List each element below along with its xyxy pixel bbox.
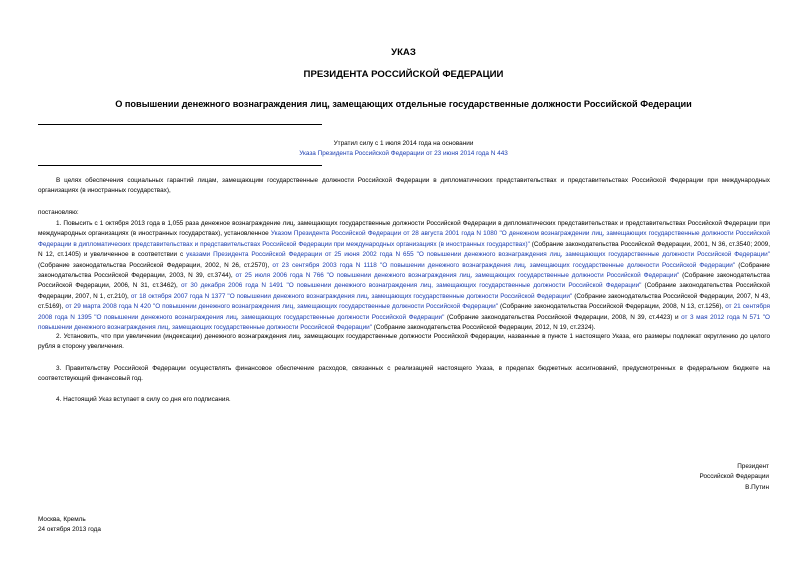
paragraph-1 (38, 219, 770, 333)
p1-text-3: (Собрание законодательства Российской Федерации, 2002, N 26, ст.2570), (38, 261, 273, 269)
p1-text-10: (Собрание законодательства Российской Федерации, 2012, N 19, ст.2324). (372, 324, 596, 332)
p1-text-5: (Собрание законодательства Российской Федерации, 2006, N 31, ст.3462), (38, 272, 770, 290)
p1-text-1: 1. Повысить с 1 октября 2013 года в 1,055 раза денежное вознаграждение лиц, замещающих государственные должности Российской Федерации в дипломатических представительствах и представительствах Российской Федерации при международных организациях (в иностранных государствах), установленное (38, 220, 770, 238)
paragraph-2: 2. Установить, что при увеличении (индексации) денежного вознаграждения лиц, замещающих государственные должности Российской Федерации, названные в пункте 1 настоящего Указа, его размеры подлежат округлению до целого рубля в сторону увеличения. (38, 333, 770, 351)
preamble-paragraph: В целях обеспечения социальных гарантий лицам, замещающим государственные должности Российской Федерации в дипломатических представительствах и представительствах Российской Федерации при международных организациях (в иностранных государствах), (38, 177, 770, 195)
resolve-line: постановляю: (38, 209, 79, 216)
signature-country: Российской Федерации (699, 473, 769, 481)
paragraph-4: 4. Настоящий Указ вступает в силу со дня его подписания. (56, 396, 231, 403)
signature-name: В.Путин (745, 483, 769, 491)
signature-block (700, 462, 770, 493)
p1-link-4[interactable]: от 25 июля 2006 года N 766 "О повышении денежного вознаграждения лиц, замещающих государственные должности Российской Федерации" (235, 272, 680, 280)
p1-link-8[interactable]: от 21 сентября 2008 года N 1395 "О повышении денежного вознаграждения лиц, замещающих государственные должности Российской Федерации" (38, 303, 770, 321)
p1-link-5[interactable]: от 30 декабря 2006 года N 1491 "О повышении денежного вознаграждения лиц, замещающих государственные должности Российской Федерации" (180, 282, 642, 290)
p1-link-9[interactable]: от 3 мая 2012 года N 571 "О повышении денежного вознаграждения лиц, замещающих государственные должности Российской Федерации" (38, 313, 770, 332)
place-date-block (38, 515, 101, 536)
paragraph-3: 3. Правительству Российской Федерации осуществлять финансовое обеспечение расходов, связанных с реализацией настоящего Указа, в пределах бюджетных ассигнований, предусмотренных в федеральном бюджете на соответствующий финансовый год. (38, 365, 770, 383)
p1-link-2[interactable]: указами Президента Российской Федерации от 25 июня 2002 года N 655 "О повышении денежного вознаграждения лиц, замещающих государственные должности Российской Федерации" (186, 251, 770, 259)
divider-bottom (38, 165, 322, 166)
signature-title: Президент (737, 463, 769, 470)
status-note: Утратил силу с 1 июля 2014 года на основании (333, 140, 474, 147)
p1-text-2: (Собрание законодательства Российской Федерации, 2001, N 36, ст.3540; 2009, N 12, ст.1405) и увеличенное в соответствии с (38, 240, 770, 259)
p1-text-6: (Собрание законодательства Российской Федерации, 2007, N 1, ст.210), (38, 282, 770, 300)
p1-text-4: (Собрание законодательства Российской Федерации, 2003, N 39, ст.3744), (38, 261, 770, 280)
p1-text-8: (Собрание законодательства Российской Федерации, 2008, N 13, ст.1256), (497, 303, 726, 311)
signing-date: 24 октября 2013 года (38, 526, 101, 534)
decree-subject: О повышении денежного вознаграждения лиц, замещающих отдельные государственные должности Российской Федерации (115, 99, 692, 109)
p1-link-1[interactable]: Указом Президента Российской Федерации от 28 августа 2001 года N 1080 "О денежном вознаграждении лиц, замещающих государственные должности Российской Федерации в дипломатических представительствах и представительствах Российской Федерации при международных организациях (в иностранных государствах)" (38, 230, 770, 248)
p1-link-6[interactable]: от 18 октября 2007 года N 1377 "О повышении денежного вознаграждения лиц, замещающих государственные должности Российской Федерации" (130, 292, 573, 300)
issuer-title: ПРЕЗИДЕНТА РОССИЙСКОЙ ФЕДЕРАЦИИ (303, 69, 504, 80)
signing-place: Москва, Кремль (38, 516, 86, 523)
divider-top (38, 124, 322, 125)
p1-link-7[interactable]: от 29 марта 2008 года N 420 "О повышении денежного вознаграждения лиц, замещающих государственные должности Российской Федерации" (65, 303, 498, 311)
status-link[interactable]: Указа Президента Российской Федерации от 23 июня 2014 года N 443 (299, 150, 508, 157)
p1-text-9: (Собрание законодательства Российской Федерации, 2008, N 39, ст.4423) и (444, 313, 682, 321)
decree-title: УКАЗ (391, 47, 416, 58)
p1-link-3[interactable]: от 23 сентября 2003 года N 1118 "О повышении денежного вознаграждения лиц, замещающих государственные должности Российской Федерации" (272, 261, 736, 269)
p1-text-7: (Собрание законодательства Российской Федерации, 2007, N 43, ст.5169), (38, 292, 770, 311)
